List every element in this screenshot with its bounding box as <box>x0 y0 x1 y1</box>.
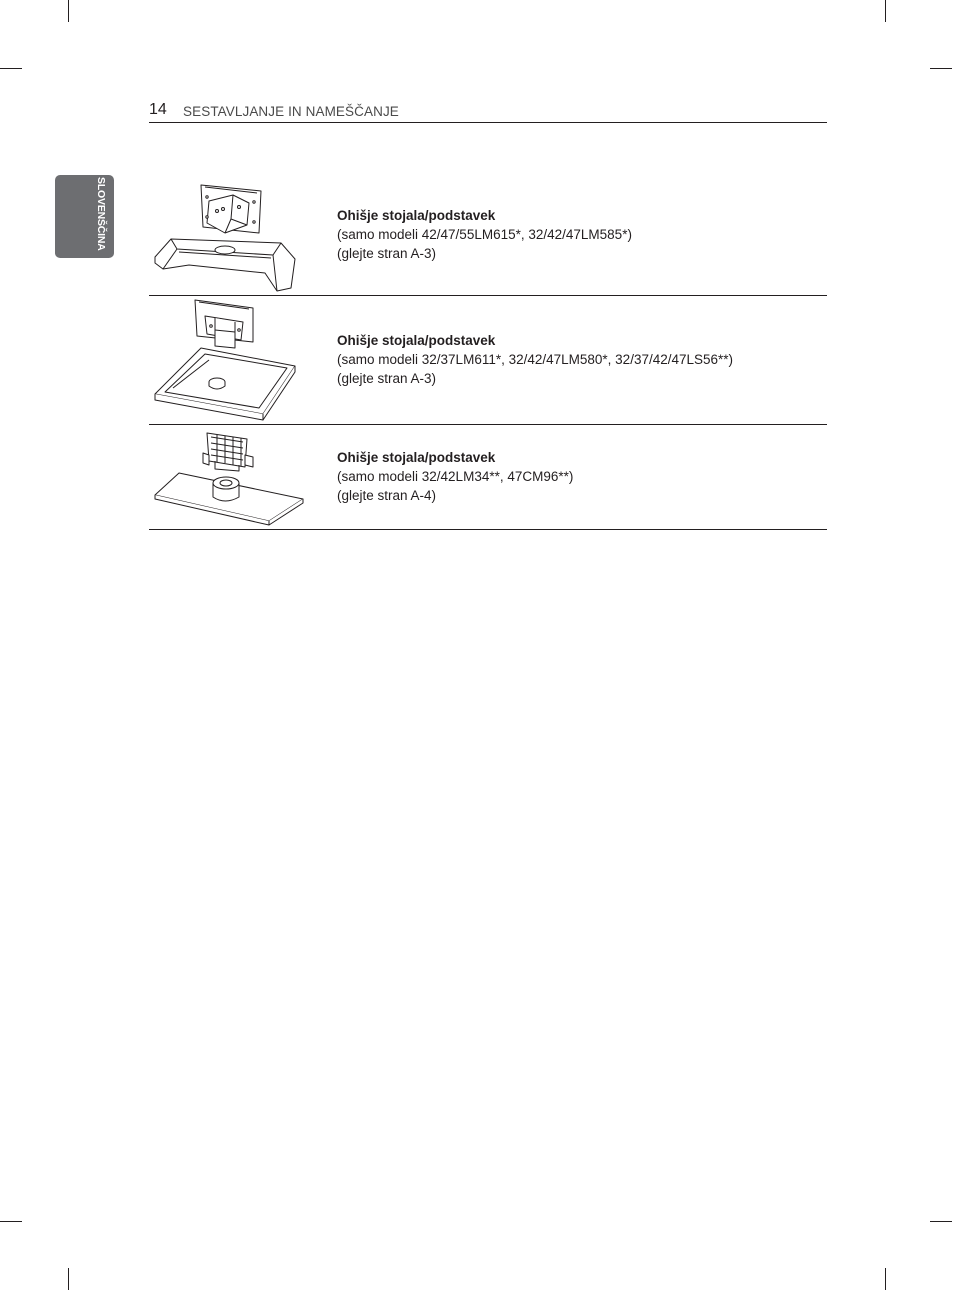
stand-arched-base-icon <box>149 175 309 295</box>
item-description <box>337 331 733 388</box>
item-title: Ohišje stojala/podstavek <box>337 450 496 465</box>
table-row <box>149 425 827 530</box>
crop-mark <box>68 1268 69 1290</box>
stand-rect-base-icon <box>149 296 309 424</box>
table-row <box>149 175 827 296</box>
crop-mark <box>930 1221 952 1222</box>
item-description <box>337 448 573 505</box>
item-reference: (glejte stran A-4) <box>337 488 437 503</box>
item-title: Ohišje stojala/podstavek <box>337 208 496 223</box>
stand-flat-base-icon <box>149 425 309 529</box>
crop-mark <box>885 1268 886 1290</box>
item-models: (samo modeli 42/47/55LM615*, 32/42/47LM585*) <box>337 227 632 242</box>
language-tab <box>55 175 114 258</box>
crop-mark <box>0 1221 22 1222</box>
item-models: (samo modeli 32/42LM34**, 47CM96**) <box>337 469 574 484</box>
item-reference: (glejte stran A-3) <box>337 371 437 386</box>
item-reference: (glejte stran A-3) <box>337 246 437 261</box>
item-description <box>337 206 632 263</box>
section-title: SESTAVLJANJE IN NAMEŠČANJE <box>183 104 399 119</box>
crop-mark <box>930 68 952 69</box>
crop-mark <box>68 0 69 22</box>
item-title: Ohišje stojala/podstavek <box>337 333 496 348</box>
item-models: (samo modeli 32/37LM611*, 32/42/47LM580*, 32/37/42/47LS56**) <box>337 352 734 367</box>
page-number: 14 <box>149 101 167 118</box>
parts-table <box>149 175 827 530</box>
table-row <box>149 296 827 425</box>
crop-mark <box>885 0 886 22</box>
language-label: SLOVENŠČINA <box>95 177 107 251</box>
crop-mark <box>0 68 22 69</box>
page-header <box>149 101 827 123</box>
